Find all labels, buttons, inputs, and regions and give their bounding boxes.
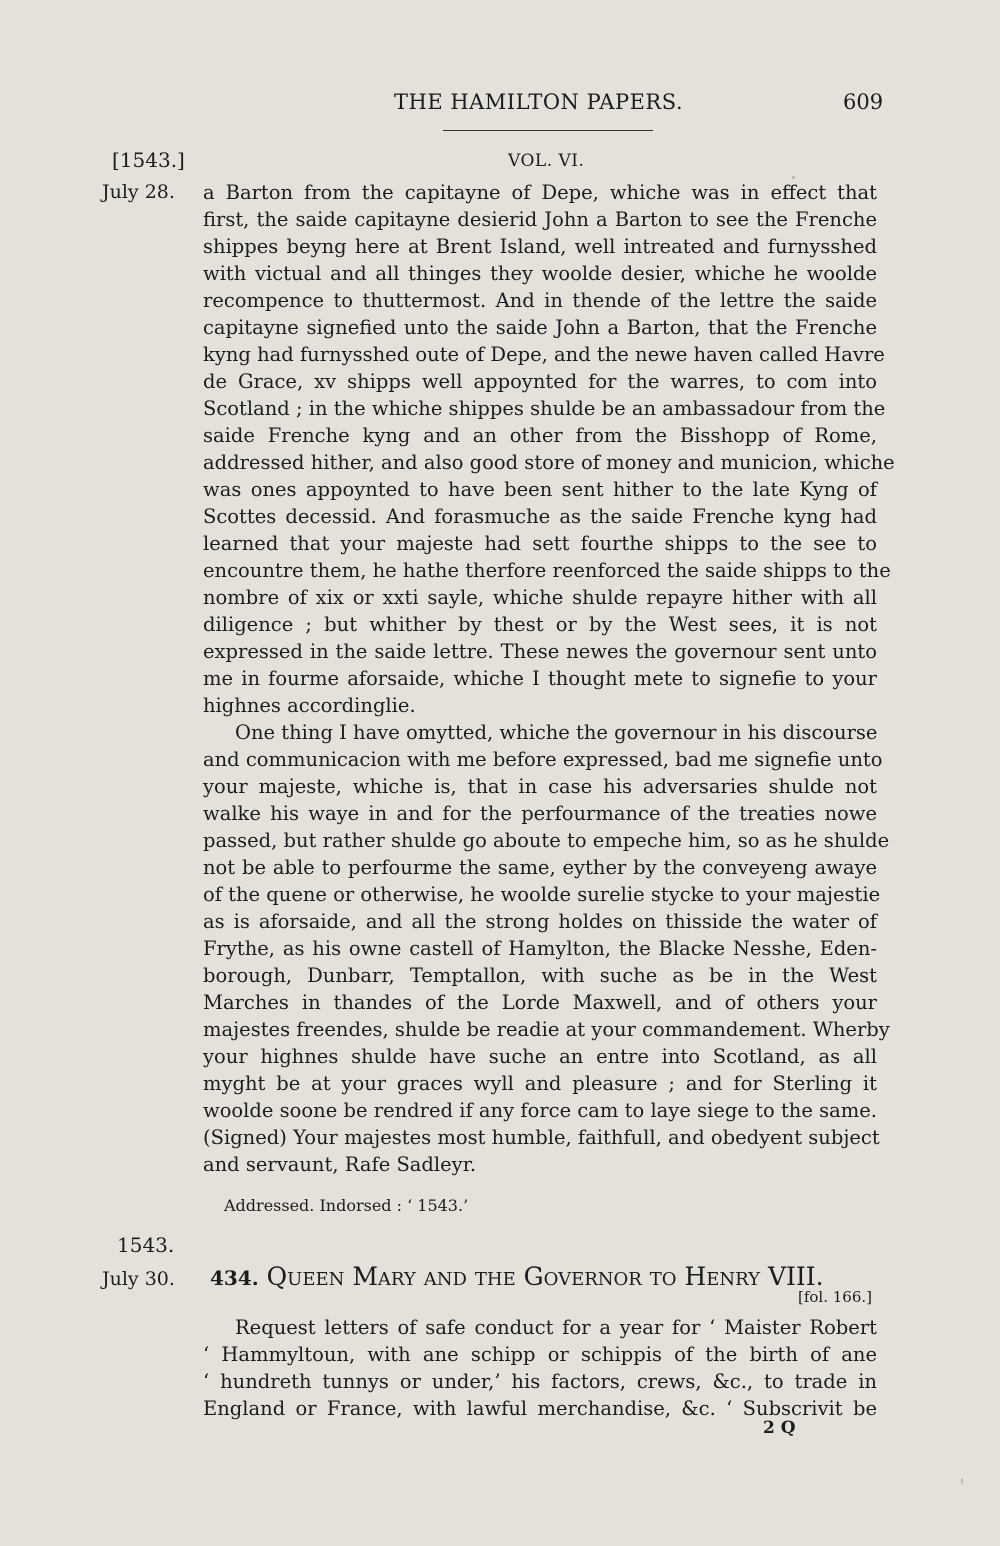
text-line: myght be at your graces wyll and pleasure ; and for Sterling it [203, 1072, 877, 1095]
text-line: woolde soone be rendred if any force cam to laye siege to the same. [203, 1099, 877, 1122]
text-line: Frythe, as his owne castell of Hamylton, the Blacke Nesshe, Eden- [203, 937, 877, 960]
paper-speck [961, 1478, 963, 1484]
text-line: your majeste, whiche is, that in case his adversaries shulde not [203, 775, 877, 798]
text-line: capitayne signefied unto the saide John a Barton, that the Frenche [203, 316, 877, 339]
margin-date: July 28. [102, 181, 175, 203]
text-line: with victual and all thinges they woolde desier, whiche he woolde [203, 262, 877, 285]
text-line: recompence to thuttermost. And in thende of the lettre the saide [203, 289, 877, 312]
endorsement-note: Addressed. Indorsed : ‘ 1543.’ [224, 1196, 469, 1215]
document-heading [210, 1262, 824, 1291]
folio-reference: [fol. 166.] [798, 1288, 873, 1306]
volume-label: VOL. VI. [508, 151, 585, 171]
document-number: 434. [210, 1266, 259, 1290]
document-title: Queen Mary and the Governor to Henry VIII. [266, 1262, 824, 1291]
text-line: not be able to perfourme the same, eyther by the conveyeng awaye [203, 856, 877, 879]
text-line: was ones appoynted to have been sent hither to the late Kyng of [203, 478, 877, 501]
running-title: THE HAMILTON PAPERS. [394, 90, 684, 114]
text-line: ‘ hundreth tunnys or under,’ his factors, crews, &c., to trade in [203, 1370, 877, 1393]
letter-body [203, 179, 895, 1178]
signature-mark: 2 Q [763, 1418, 796, 1438]
text-line: shippes beyng here at Brent Island, well intreated and furnysshed [203, 235, 877, 258]
text-line: Scotland ; in the whiche shippes shulde be an ambassadour from the [203, 397, 886, 420]
text-line: majestes freendes, shulde be readie at your commandement. Wherby [203, 1018, 890, 1041]
text-line: as is aforsaide, and all the strong holdes on thisside the water of [203, 910, 877, 933]
text-line: diligence ; but whither by thest or by the West sees, it is not [203, 613, 877, 636]
text-line: highnes accordinglie. [203, 694, 416, 717]
title-rule [443, 130, 653, 131]
margin-year-2: 1543. [117, 1233, 175, 1257]
text-line: first, the saide capitayne desierid John a Barton to see the Frenche [203, 208, 877, 231]
text-line: de Grace, xv shipps well appoynted for the warres, to com into [203, 370, 877, 393]
margin-date-2: July 30. [102, 1268, 175, 1290]
text-line: walke his waye in and for the perfourmance of the treaties nowe [203, 802, 877, 825]
paper-speck [792, 176, 795, 179]
text-line: expressed in the saide lettre. These newes the governour sent unto [203, 640, 877, 663]
text-line: passed, but rather shulde go aboute to empeche him, so as he shulde [203, 829, 890, 852]
text-line: Scottes decessid. And forasmuche as the saide Frenche kyng had [203, 505, 877, 528]
summary-body [203, 1314, 877, 1422]
text-line: Request letters of safe conduct for a year for ‘ Maister Robert [235, 1316, 877, 1339]
text-line: England or France, with lawful merchandise, &c. ‘ Subscrivit be [203, 1397, 877, 1420]
text-line: and servaunt, Rafe Sadleyr. [203, 1153, 477, 1176]
text-line: kyng had furnysshed oute of Depe, and the newe haven called Havre [203, 343, 885, 366]
text-line: me in fourme aforsaide, whiche I thought mete to signefie to your [203, 667, 877, 690]
text-line: One thing I have omytted, whiche the governour in his discourse [235, 721, 878, 744]
text-line: your highnes shulde have suche an entre into Scotland, as all [203, 1045, 877, 1068]
text-line: of the quene or otherwise, he woolde surelie stycke to your majestie [203, 883, 881, 906]
text-line: (Signed) Your majestes most humble, faithfull, and obedyent subject [203, 1126, 880, 1149]
text-line: encountre them, he hathe therfore reenforced the saide shipps to the [203, 559, 891, 582]
text-line: borough, Dunbarr, Temptallon, with suche as be in the West [203, 964, 877, 987]
text-line: nombre of xix or xxti sayle, whiche shulde repayre hither with all [203, 586, 877, 609]
page-number: 609 [843, 90, 884, 114]
text-line: a Barton from the capitayne of Depe, whiche was in effect that [203, 181, 877, 204]
text-line: saide Frenche kyng and an other from the Bisshopp of Rome, [203, 424, 877, 447]
text-line: addressed hither, and also good store of money and municion, whiche [203, 451, 895, 474]
text-line: and communicacion with me before expressed, bad me signefie unto [203, 748, 883, 771]
margin-year: [1543.] [112, 148, 185, 172]
text-line: Marches in thandes of the Lorde Maxwell, and of others your [203, 991, 877, 1014]
text-line: learned that your majeste had sett fourthe shipps to the see to [203, 532, 877, 555]
text-line: ‘ Hammyltoun, with ane schipp or schippis of the birth of ane [203, 1343, 877, 1366]
